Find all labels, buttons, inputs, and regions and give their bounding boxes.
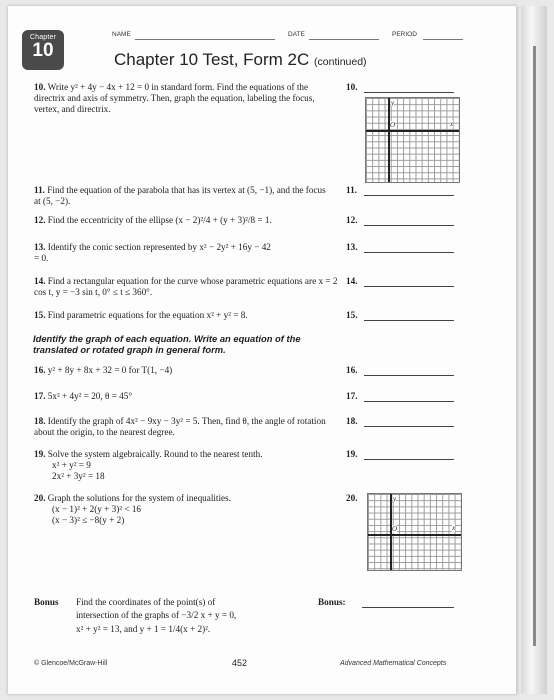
question-17: [34, 391, 334, 402]
question-10: [34, 82, 334, 115]
question-11: [34, 185, 334, 207]
name-label: NAME: [112, 31, 131, 38]
answer-number: 15.: [346, 310, 358, 320]
system-equation-2: 2x² + 3y² = 18: [52, 471, 105, 481]
y-axis: [388, 98, 390, 182]
bonus-text-1: Find the coordinates of the point(s) of: [76, 597, 216, 607]
answer-line[interactable]: [364, 320, 454, 321]
question-text: Write y² + 4y − 4x + 12 = 0 in standard form. Find the equations of the directrix and axis of symmetry. Then, graph the equation, labeling the focus, vertex, and directrix.: [34, 82, 315, 114]
bonus-text-3: x² + y² = 13, and y + 1 = 1/4(x + 2)².: [76, 624, 211, 634]
coordinate-grid-20[interactable]: [367, 493, 462, 571]
system-equation-1: x² + y² = 9: [52, 460, 91, 470]
question-number: 16.: [34, 365, 46, 375]
question-number: 19.: [34, 449, 46, 459]
answer-line[interactable]: [364, 195, 454, 196]
answer-line[interactable]: [364, 459, 454, 460]
page-number: 452: [232, 658, 248, 668]
question-20: [34, 493, 334, 504]
chapter-tab: [22, 30, 64, 70]
coordinate-grid-10[interactable]: [365, 97, 460, 183]
binder-edge: [521, 6, 547, 694]
bonus-text-2: intersection of the graphs of −3/2 x + y = 0,: [76, 610, 237, 620]
chapter-tab-number: 10: [32, 40, 54, 61]
answer-number: 12.: [346, 215, 358, 225]
title-main: Chapter 10 Test, Form 2C: [114, 50, 310, 69]
origin-label: O: [392, 525, 398, 533]
answer-number: 13.: [346, 242, 358, 252]
y-axis-label: y: [393, 495, 397, 503]
answer-line[interactable]: [364, 92, 454, 93]
answer-line[interactable]: [364, 225, 454, 226]
bonus-label: Bonus: [34, 597, 59, 607]
answer-line[interactable]: [364, 375, 454, 376]
page-title: [114, 50, 367, 70]
question-text: Graph the solutions for the system of inequalities.: [47, 493, 231, 503]
question-text: Find parametric equations for the equation x² + y² = 8.: [47, 310, 248, 320]
question-number: 11.: [34, 185, 45, 195]
question-13: [34, 242, 274, 264]
question-text: Identify the conic section represented by x² − 2y² + 16y − 42 = 0.: [34, 242, 271, 263]
copyright: © Glencoe/McGraw-Hill: [34, 660, 108, 667]
question-text: Find a rectangular equation for the curve whose parametric equations are x = 2 cos t, y = −3 sin t, 0° ≤ t ≤ 360°.: [34, 276, 338, 297]
answer-line[interactable]: [364, 401, 454, 402]
question-number: 17.: [34, 391, 46, 401]
question-number: 18.: [34, 416, 46, 426]
period-label: PERIOD: [392, 31, 417, 38]
answer-number: 11.: [346, 185, 357, 195]
question-number: 13.: [34, 242, 46, 252]
period-line: [423, 39, 463, 40]
name-line: [135, 39, 275, 40]
origin-label: O: [390, 121, 396, 129]
answer-number: 19.: [346, 449, 358, 459]
question-number: 20.: [34, 493, 46, 503]
binder-line: [533, 46, 536, 646]
title-sub: (continued): [314, 56, 367, 68]
question-14: [34, 276, 340, 298]
question-number: 15.: [34, 310, 46, 320]
question-text: 5x² + 4y² = 20, θ = 45°: [47, 391, 133, 401]
date-label: DATE: [288, 31, 305, 38]
y-axis-label: y: [391, 99, 395, 107]
x-axis-label: x: [452, 524, 456, 532]
bonus-answer-label: Bonus:: [318, 597, 346, 607]
x-axis-label: x: [450, 120, 454, 128]
answer-number: 20.: [346, 493, 358, 503]
x-axis: [368, 534, 461, 536]
question-text: Find the equation of the parabola that has its vertex at (5, −1), and the focus at (5, −2).: [34, 185, 326, 206]
answer-line[interactable]: [364, 252, 454, 253]
question-15: [34, 310, 340, 321]
question-19: [34, 449, 344, 460]
question-text: Solve the system algebraically. Round to the nearest tenth.: [47, 449, 263, 459]
section-instruction: Identify the graph of each equation. Write an equation of the translated or rotated graph in general form.: [33, 333, 301, 355]
answer-number: 14.: [346, 276, 358, 286]
question-text: Find the eccentricity of the ellipse (x − 2)²/4 + (y + 3)²/8 = 1.: [47, 215, 272, 225]
question-text: y² + 8y + 8x + 32 = 0 for T(1, −4): [47, 365, 173, 375]
question-number: 14.: [34, 276, 46, 286]
answer-line[interactable]: [364, 286, 454, 287]
question-12: [34, 215, 344, 226]
question-number: 10.: [34, 82, 46, 92]
date-line: [309, 39, 379, 40]
answer-number: 16.: [346, 365, 358, 375]
answer-number: 17.: [346, 391, 358, 401]
answer-line[interactable]: [364, 426, 454, 427]
book-title: Advanced Mathematical Concepts: [340, 660, 447, 667]
x-axis: [366, 130, 459, 132]
question-18: [34, 416, 340, 438]
question-16: [34, 365, 334, 376]
answer-number: 18.: [346, 416, 358, 426]
inequality-1: (x − 1)² + 2(y + 3)² < 16: [52, 504, 142, 514]
answer-number: 10.: [346, 82, 358, 92]
inequality-2: (x − 3)² ≤ −8(y + 2): [52, 515, 125, 525]
chapter-tab-label: Chapter: [29, 34, 57, 41]
question-number: 12.: [34, 215, 46, 225]
question-text: Identify the graph of 4x² − 9xy − 3y² = 5. Then, find θ, the angle of rotation about the origin, to the nearest degree.: [34, 416, 326, 437]
bonus-answer-line[interactable]: [362, 607, 454, 608]
